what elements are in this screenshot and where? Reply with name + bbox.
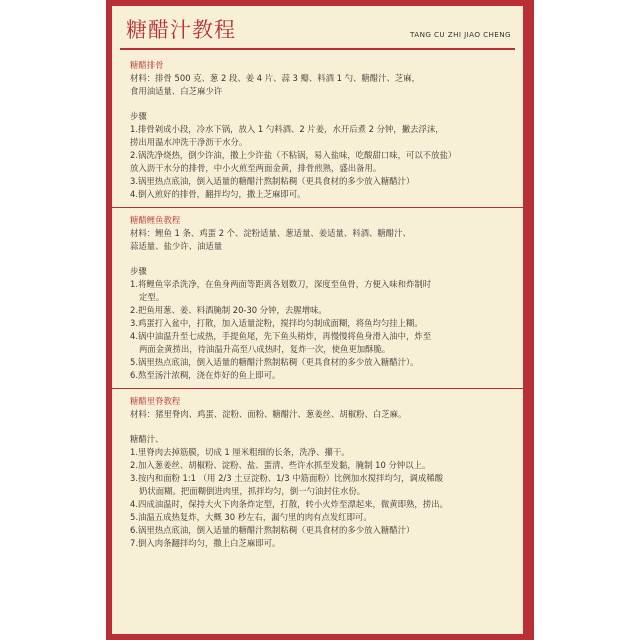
step-line: 4.倒入煎好的排骨，翻拌均匀，撒上芝麻即可。 [130,189,306,199]
step-line: 5.油温五成热复炸，大概 30 秒左右，漏勺里的肉有点发红即可。 [130,512,372,522]
step-line: 1.将鲤鱼宰杀洗净，在鱼身两面等距离各划数刀，深度至鱼骨，方便入味和炸制时 [130,279,432,289]
step-line: 两面金黄捞出，待油温升高至八成热时，复炸一次，使鱼更加酥脆。 [139,344,391,354]
materials-line: 蒜适量、盐少许、油适量 [130,241,223,251]
section-sweet-sour-pork [120,389,515,550]
step-line: 5.锅里热点底油，倒入适量的糖醋汁熬制粘稠（更具食材的多少放入糖醋汁）。 [130,357,419,367]
recipe-paper [112,6,523,634]
materials-line: 食用油适量、白芝麻少许 [130,86,223,96]
materials-line: 材料：排骨 500 克、葱 2 段、姜 4 片、蒜 3 瓣、料酒 1 勺、糖醋汁、芝麻， [130,73,421,83]
step-line: 捞出用温水冲洗干净沥干水分。 [130,137,248,147]
step-line: 2.锅洗净烧热，倒少许油，撒上少许盐（不粘锅，易入盐味，吃酸甜口味，可以不放盐） [130,150,457,160]
step-line: 1.排骨剁成小段，冷水下锅，放入 1 勺料酒、2 片姜，水开后煮 2 分钟，撇去浮沫， [130,124,444,134]
step-line: 4.四成油温时，保持大火下肉条炸定型，打散，转小火炸至漂起来，微黄即熟，捞出。 [130,499,448,509]
step-line: 7.倒入肉条翻拌均匀，撒上白芝麻即可。 [130,538,281,548]
step-line: 2.加入葱姜丝、胡椒粉、淀粉、盐、蛋清、些许水抓至发黏，腌制 10 分钟以上。 [130,460,431,470]
page-subtitle: TANG CU ZHI JIAO CHENG [410,30,511,39]
step-line: 2.把鱼用葱、姜、料酒腌制 20-30 分钟，去腥增味。 [130,305,327,315]
materials-line: 材料：鲤鱼 1 条、鸡蛋 2 个、淀粉适量、葱适量、姜适量、料酒、糖醋汁、 [130,228,411,238]
section-sweet-sour-carp [120,208,515,388]
step-line: 奶状面糊。把面糊倒进肉里，抓拌均匀，倒一勺油封住水份。 [139,486,366,496]
header [120,6,515,50]
section-title: 糖醋排骨 [130,60,164,70]
step-line: 1.里脊肉去掉筋膜，切成 1 厘米粗细的长条，洗净、攥干。 [130,447,350,457]
steps-label: 步骤 [130,266,147,276]
step-line: 6.熬至汤汁浓稠，浇在炸好的鱼上即可。 [130,370,281,380]
recipe-card [106,0,534,640]
step-line: 3.鸡蛋打入盆中，打散，加入适量淀粉，搅拌均匀制成面糊，将鱼均匀挂上糊。 [130,318,423,328]
section-title: 糖醋鲤鱼教程 [130,215,181,225]
steps-label: 步骤 [130,111,147,121]
step-line: 定型。 [139,292,165,302]
page-title: 糖醋汁教程 [126,18,236,42]
materials-line: 材料：猪里脊肉、鸡蛋、淀粉、面粉、糖醋汁、葱姜丝、胡椒粉、白芝麻。 [130,409,407,419]
step-line: 6.锅里热点底油，倒入适量的糖醋汁熬制粘稠（更具食材的多少放入糖醋汁） [130,525,415,535]
step-line: 3.锅里热点底油，倒入适量的糖醋汁熬制粘稠（更具食材的多少放入糖醋汁） [130,176,415,186]
section-sweet-sour-ribs [120,50,515,207]
step-line: 4.锅中油温升至七成热，手提鱼尾，先下鱼头稍炸，再慢慢将鱼身滑入油中，炸至 [130,331,432,341]
step-line: 放入沥干水分的排骨，中小火煎至两面金黄，排骨煎熟，盛出备用。 [130,163,382,173]
steps-label: 糖醋汁、 [130,434,164,444]
step-line: 3.按内和面粉 1:1 （用 2/3 土豆淀粉、1/3 中筋面粉）比例加水搅拌均匀，调成稀酸 [130,473,443,483]
section-title: 糖醋里脊教程 [130,396,181,406]
